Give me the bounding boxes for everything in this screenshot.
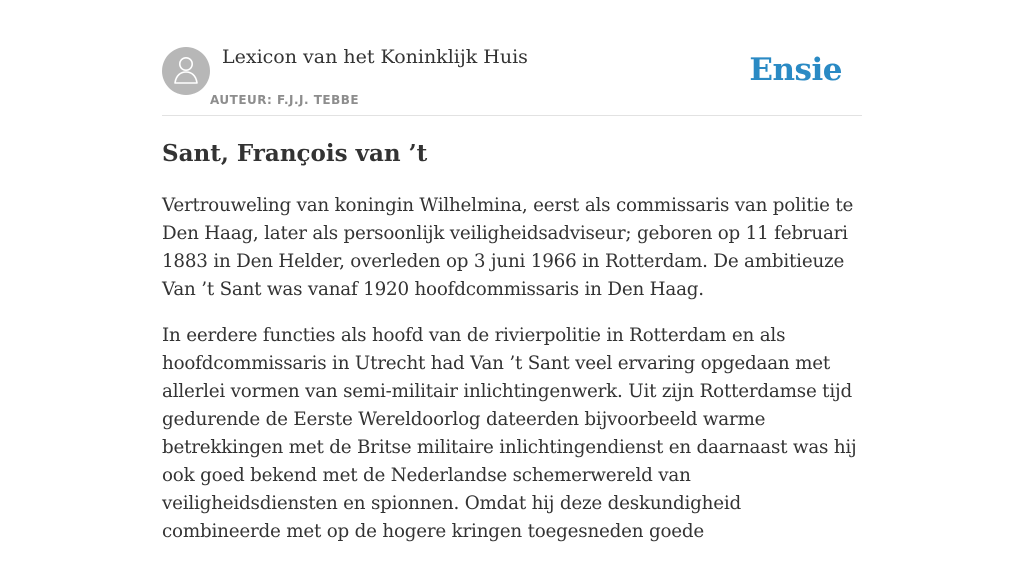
article-paragraph: Vertrouweling van koningin Wilhelmina, eerst als commissaris van politie te Den Haag, later als persoonlijk veiligheidsadviseur; geboren op 11 februari 1883 in Den Helder, overleden op 3 juni 1966 in Rotterdam. De ambitieuze Van ’t Sant was vanaf 1920 hoofdcommissaris in Den Haag. xyxy=(162,195,854,300)
article-title: Sant, François van ’t xyxy=(162,140,428,167)
user-silhouette-icon xyxy=(174,56,198,86)
book-title-link[interactable]: Lexicon van het Koninklijk Huis xyxy=(222,46,528,68)
brand-logo[interactable]: Ensie xyxy=(749,52,842,88)
author-avatar xyxy=(162,47,210,95)
article-paragraph: In eerdere functies als hoofd van de rivierpolitie in Rotterdam en als hoofdcommissaris in Utrecht had Van ’t Sant veel ervaring opgedaan met allerlei vormen van semi-militair inlichtingenwerk. Uit zijn Rotterdamse tijd gedurende de Eerste Wereldoorlog dateerden bijvoorbeeld warme betrekkingen met de Britse militaire inlichtingendienst en daarnaast was hij ook goed bekend met de Nederlandse schemerwereld van veiligheidsdiensten en spionnen. Omdat hij deze deskundigheid combineerde met op de hogere kringen toegesneden goede xyxy=(162,325,857,542)
article-header xyxy=(162,0,862,116)
article-body xyxy=(162,192,862,564)
author-credit: AUTEUR: F.J.J. TEBBE xyxy=(210,93,360,107)
